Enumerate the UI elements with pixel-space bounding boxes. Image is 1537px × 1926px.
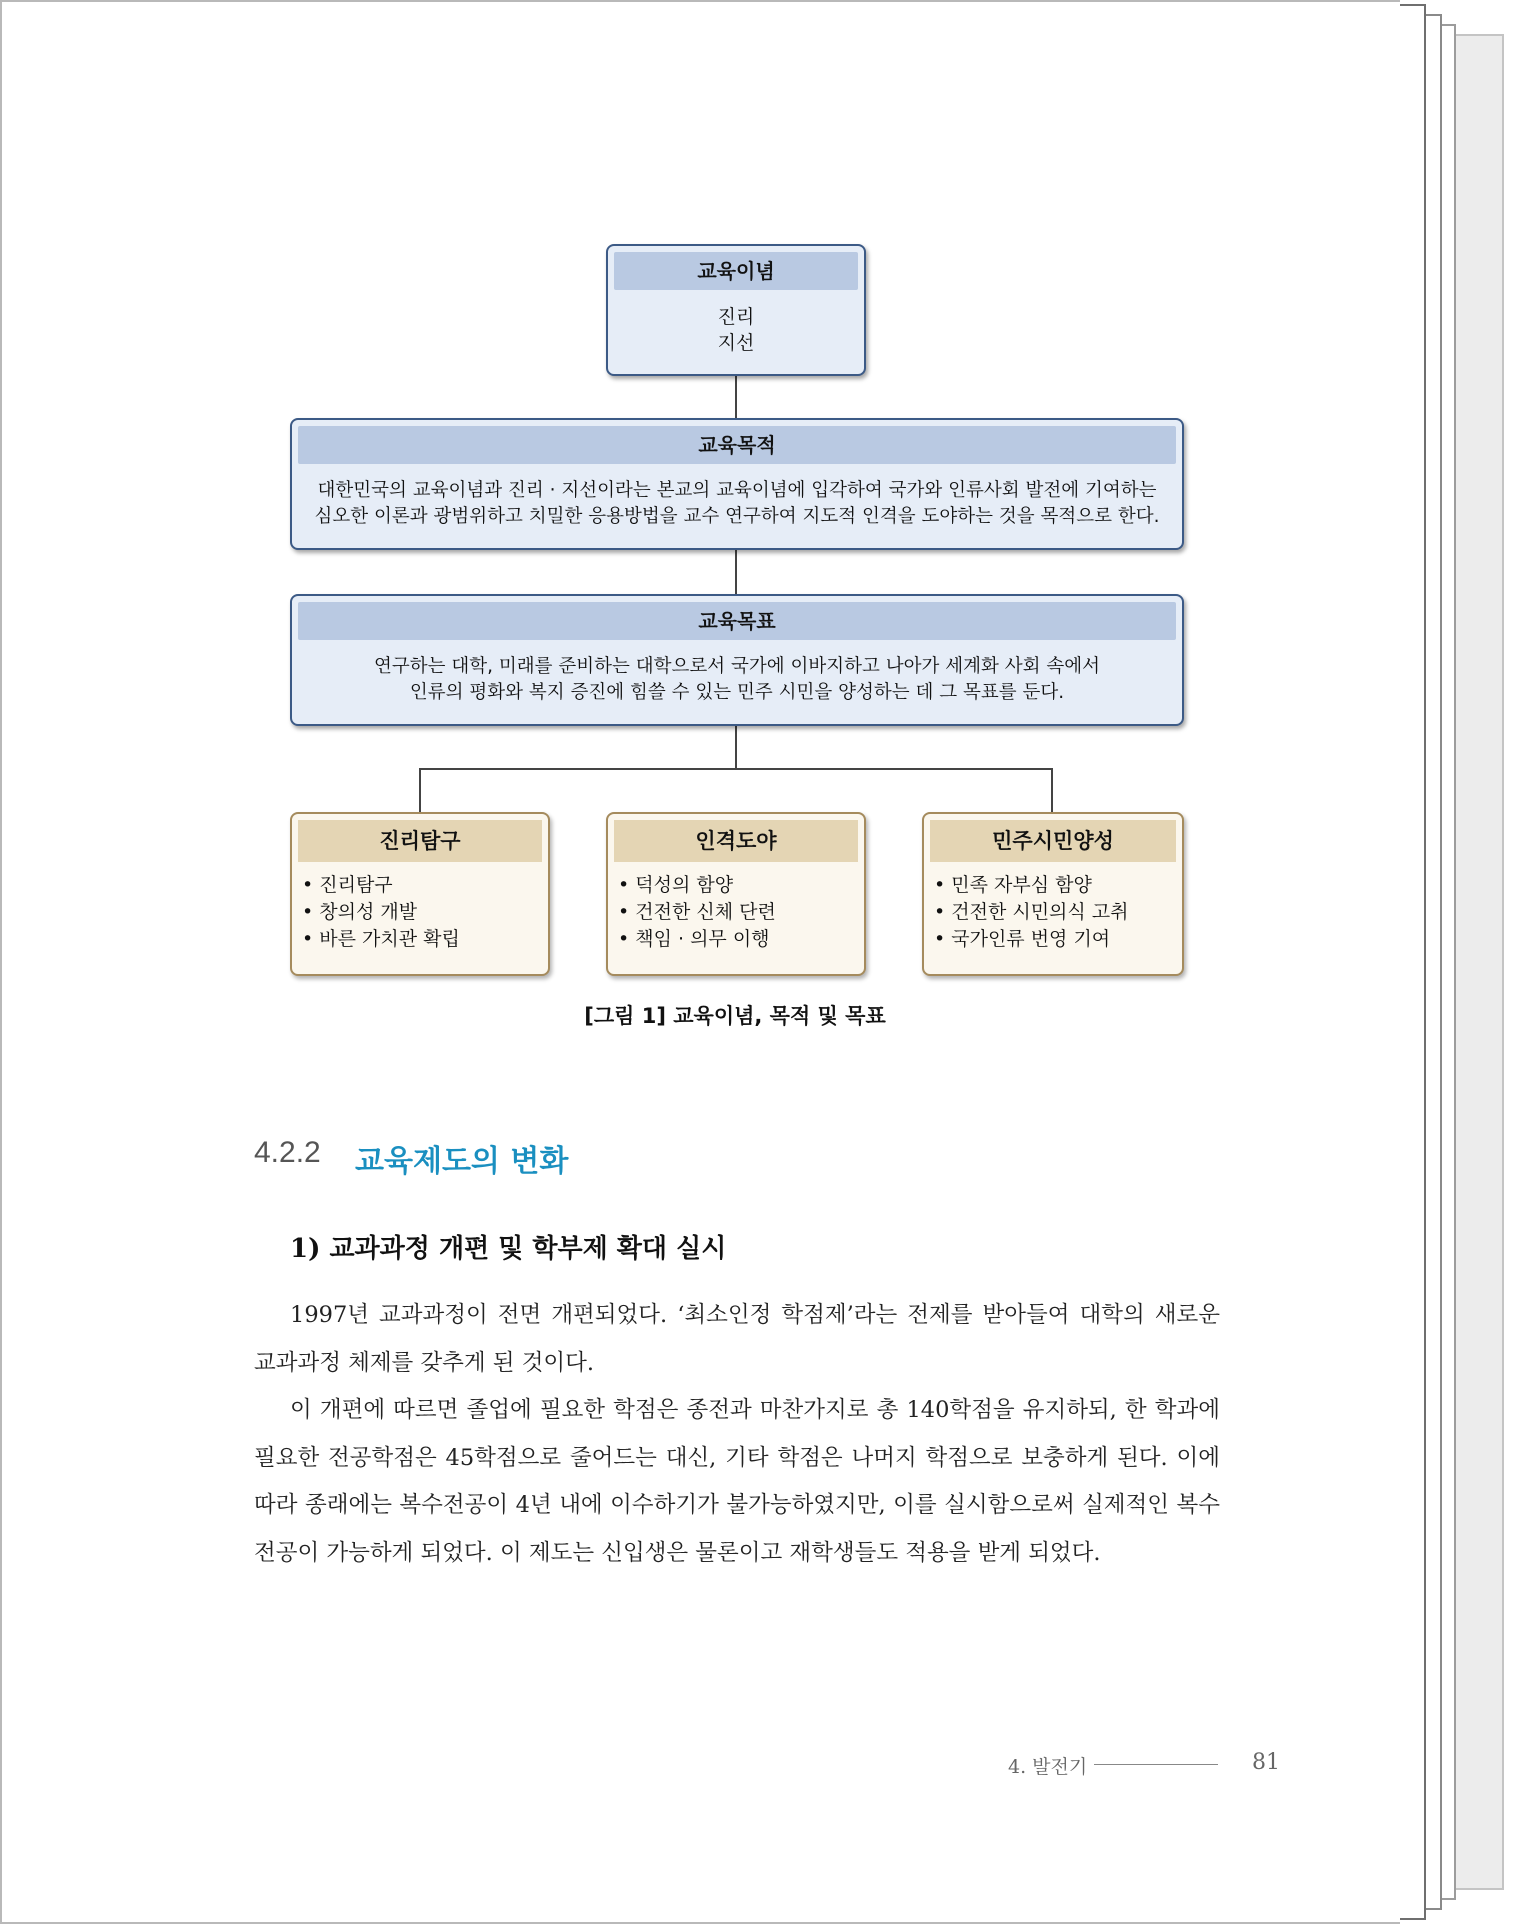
purpose-line: 대한민국의 교육이념과 진리 · 지선이라는 본교의 교육이념에 입각하여 국가와 인류사회 발전에 기여하는 [317,480,1157,501]
figure-caption: [그림 1] 교육이념, 목적 및 목표 [584,1004,886,1028]
branch-item: • 바른 가치관 확립 [302,926,548,953]
branch-item: • 민족 자부심 함양 [934,872,1182,899]
goal-line: 인류의 평화와 복지 증진에 힘쓸 수 있는 민주 시민을 양성하는 데 그 목표를 둔다. [409,682,1065,703]
branch-item: • 책임 · 의무 이행 [618,926,864,953]
section-title: 교육제도의 변화 [355,1144,569,1179]
connector-line [735,374,737,420]
page-stack-edge [1448,34,1504,1890]
branch-title: 진리탐구 [298,820,542,862]
body-text [254,1292,1220,1577]
paragraph: 이 개편에 따르면 졸업에 필요한 학점은 종전과 마찬가지로 총 140학점을 유지하되, 한 학과에 필요한 전공학점은 45학점으로 줄어드는 대신, 기타 학점은 나머지 학점으로 보충하게 된다. 이에 따라 종래에는 복수전공이 4년 내에 이수하기가 불가능하였지만, 이를 실시함으로써 실제적인 복수 전공이 가능하게 되었다. 이 제도는 신입생은 물론이고 재학생들도 적용을 받게 되었다. [254,1397,1220,1566]
page-stack-edge [1398,4,1426,1920]
purpose-box [290,418,1184,550]
branch-title: 인격도야 [614,820,858,862]
connector-line [735,724,737,768]
connector-line [419,768,1053,770]
goal-line: 연구하는 대학, 미래를 준비하는 대학으로서 국가에 이바지하고 나아가 세계화 사회 속에서 [374,656,1100,677]
branch-item: • 건전한 신체 단련 [618,899,864,926]
philosophy-box [606,244,866,376]
branch-box-truth [290,812,550,976]
branch-box-character [606,812,866,976]
footer-rule [1094,1764,1218,1765]
connector-line [735,548,737,594]
philosophy-line: 진리 [717,306,755,328]
branch-box-citizen [922,812,1184,976]
goal-title: 교육목표 [298,602,1176,640]
branch-item: • 국가인류 번영 기여 [934,926,1182,953]
branch-item: • 건전한 시민의식 고취 [934,899,1182,926]
paragraph: 1997년 교과과정이 전면 개편되었다. ‘최소인정 학점제’라는 전제를 받아들여 대학의 새로운 교과과정 체제를 갖추게 된 것이다. [254,1302,1220,1376]
philosophy-line: 지선 [717,332,755,354]
branch-item: • 진리탐구 [302,872,548,899]
branch-title: 민주시민양성 [930,820,1176,862]
philosophy-title: 교육이념 [614,252,858,290]
connector-line [419,768,421,812]
footer-chapter: 4. 발전기 [1008,1756,1088,1778]
branch-item: • 덕성의 함양 [618,872,864,899]
section-number: 4.2.2 [254,1136,321,1169]
purpose-line: 심오한 이론과 광범위하고 치밀한 응용방법을 교수 연구하여 지도적 인격을 도야하는 것을 목적으로 한다. [314,506,1160,527]
subsection-title: 1) 교과과정 개편 및 학부제 확대 실시 [290,1234,727,1264]
purpose-title: 교육목적 [298,426,1176,464]
connector-line [1051,768,1053,812]
page-number: 81 [1252,1750,1280,1775]
goal-box [290,594,1184,726]
branch-item: • 창의성 개발 [302,899,548,926]
